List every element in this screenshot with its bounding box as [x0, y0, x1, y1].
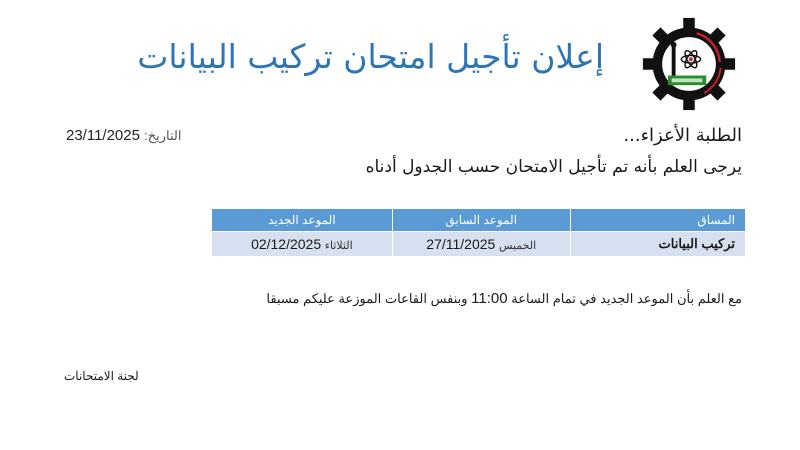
new-date-cell [212, 232, 393, 257]
note-before-time: مع العلم بأن الموعد الجديد في تمام الساعة [511, 291, 742, 306]
previous-date-cell [392, 232, 570, 257]
date-value: 23/11/2025 [66, 127, 140, 144]
university-logo-icon [641, 16, 737, 112]
header-new-date: الموعد الجديد [212, 209, 393, 232]
table-row [212, 232, 746, 257]
new-day: الثلاثاء [324, 240, 353, 252]
greeting: الطلبة الأعزاء... [623, 125, 742, 146]
previous-date: 27/11/2025 [426, 236, 496, 252]
page-title: إعلان تأجيل امتحان تركيب البيانات [137, 37, 604, 76]
announcement-date [66, 127, 182, 144]
signature: لجنة الامتحانات [64, 369, 139, 383]
previous-day: الخميس [498, 240, 537, 252]
table-header-row [212, 209, 746, 232]
schedule-table [211, 209, 745, 256]
note-text [266, 290, 742, 307]
header-previous-date: الموعد السابق [392, 209, 570, 232]
new-date: 02/12/2025 [251, 236, 322, 252]
exam-time: 11:00 [471, 290, 508, 307]
header-course: المساق [570, 209, 745, 232]
intro-text: يرجى العلم بأنه تم تأجيل الامتحان حسب الجدول أدناه [365, 157, 742, 177]
note-after-time: وبنفس القاعات الموزعة عليكم مسبقا [266, 291, 468, 306]
date-label: التاريخ: [144, 128, 182, 143]
course-name: تركيب البيانات [570, 232, 745, 257]
